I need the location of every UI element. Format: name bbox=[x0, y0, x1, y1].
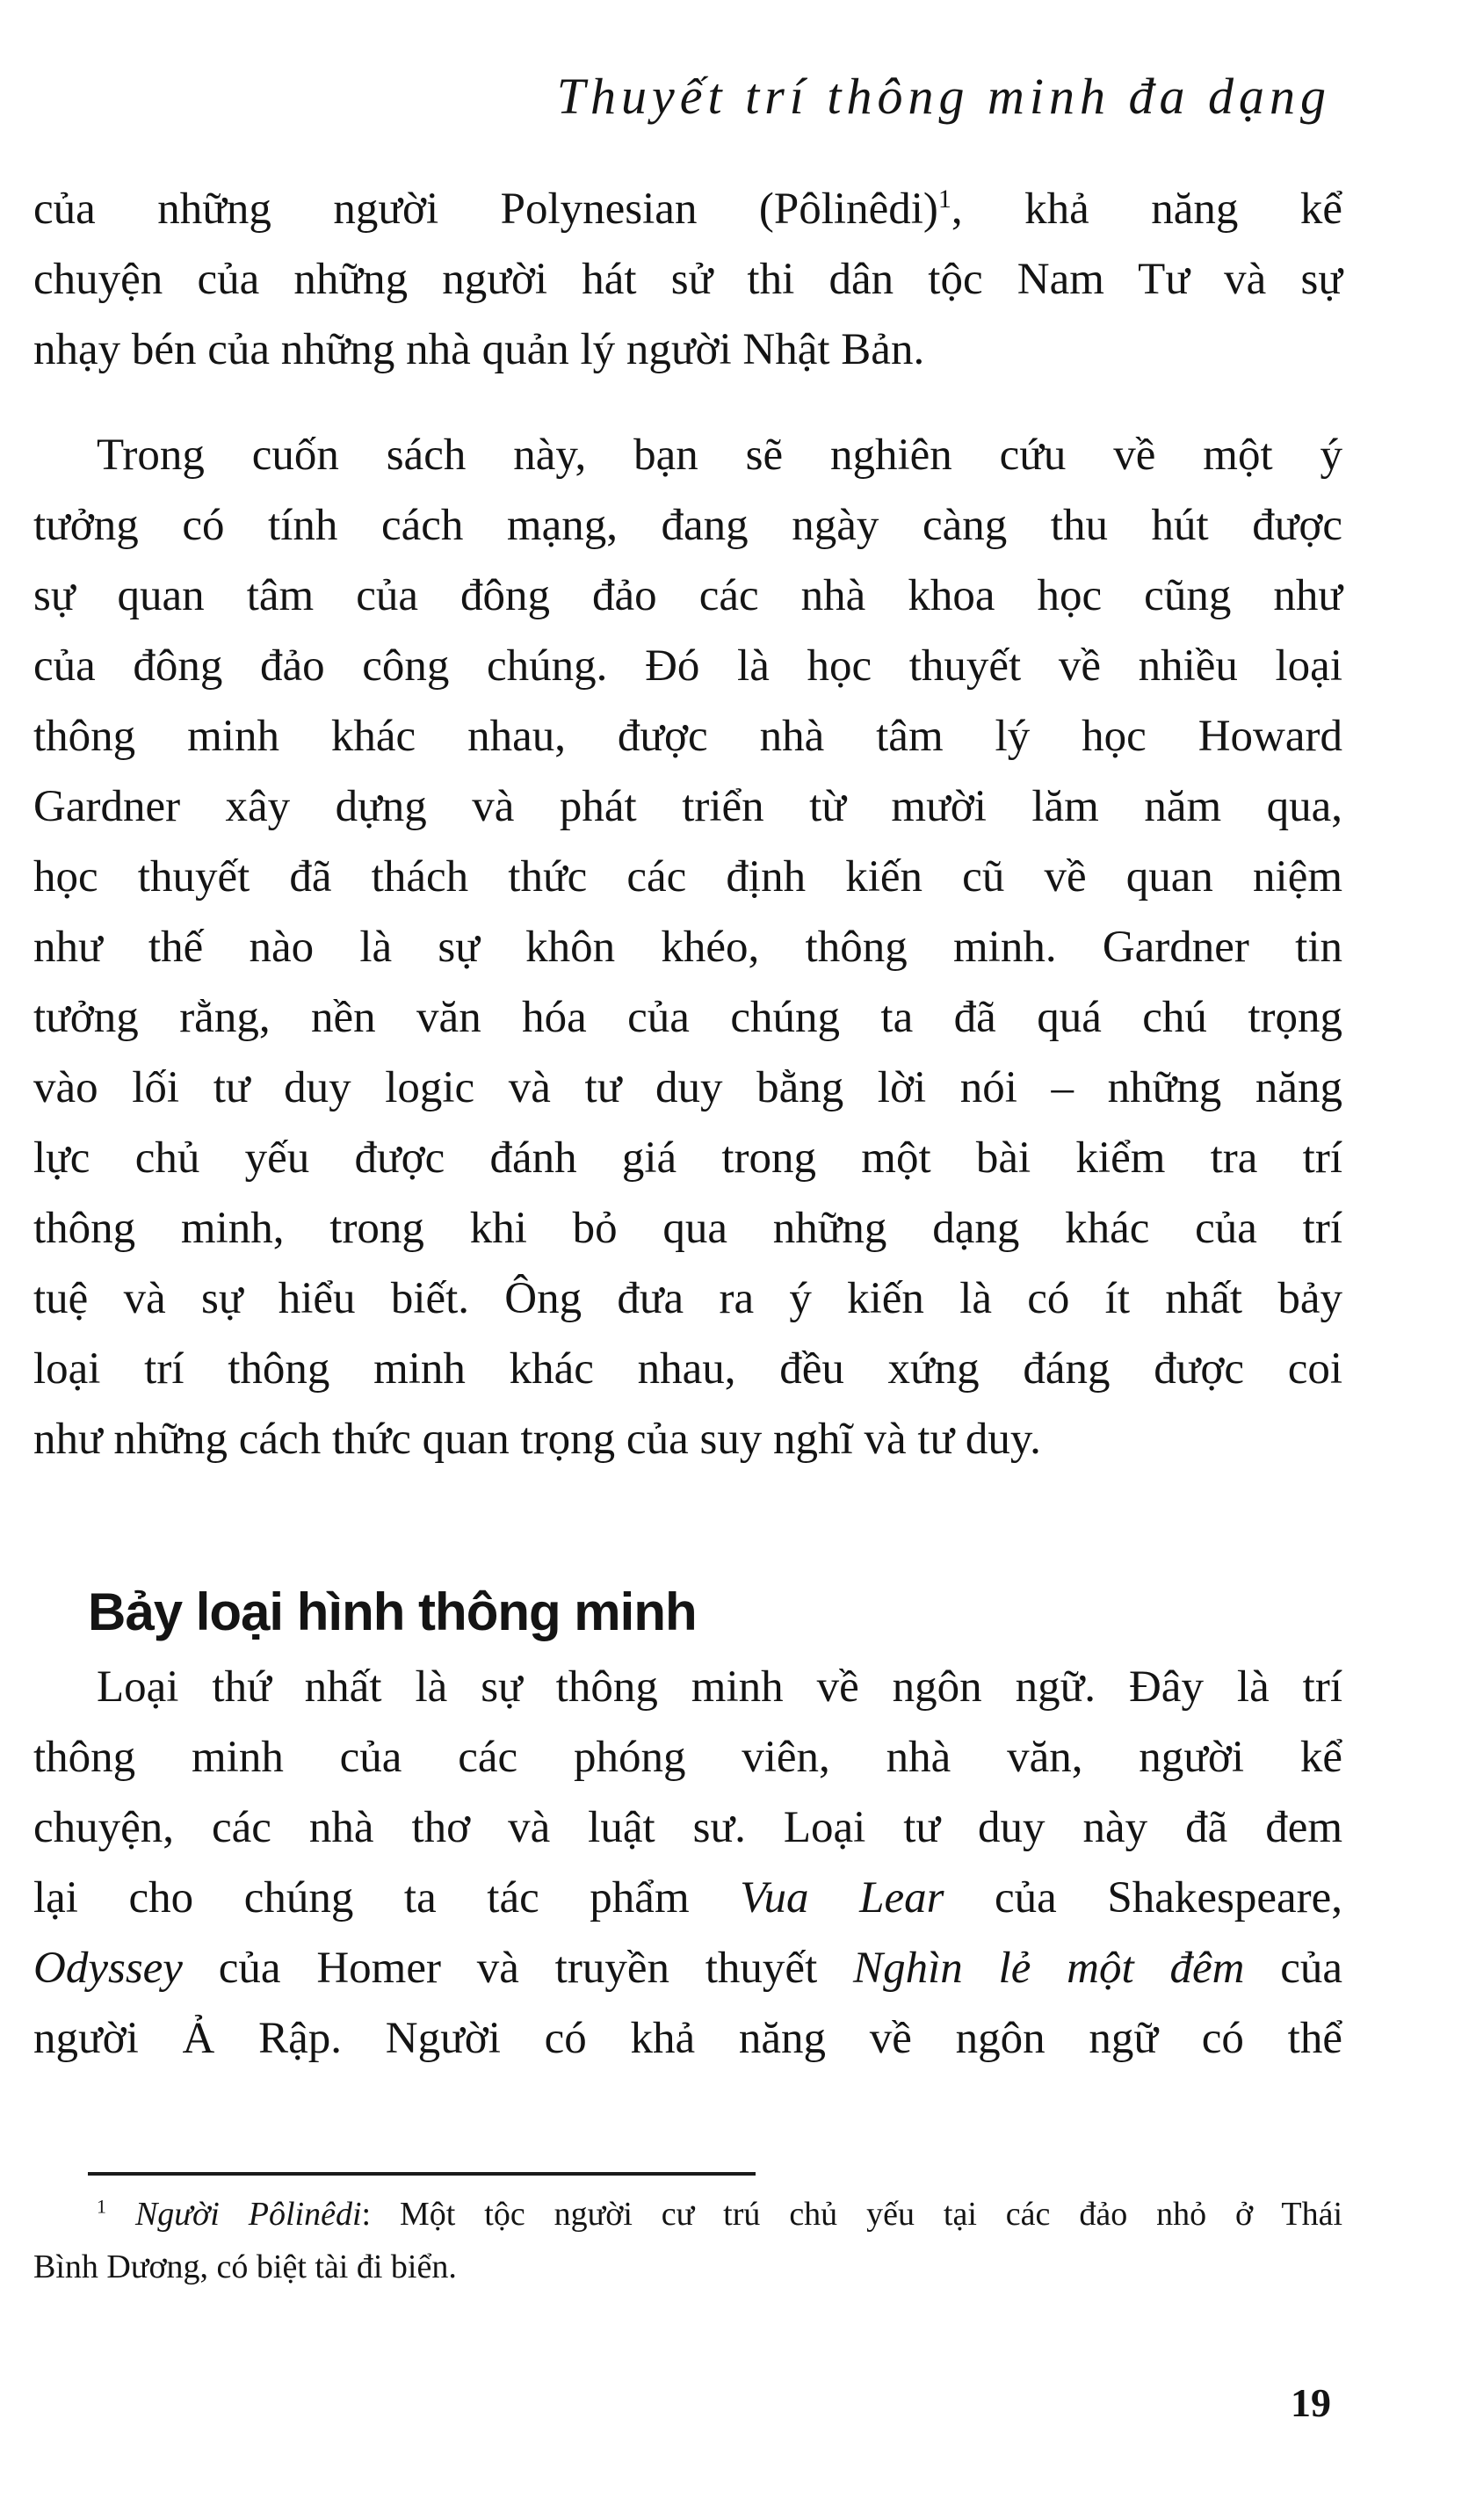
paragraph-line: của đông đảo công chúng. Đó là học thuyết về nhiều loại bbox=[33, 641, 1342, 691]
paragraph-line: học thuyết đã thách thức các định kiến cũ về quan niệm bbox=[33, 852, 1342, 902]
paragraph-line: tưởng rằng, nền văn hóa của chúng ta đã quá chú trọng bbox=[33, 993, 1342, 1042]
footnote bbox=[33, 2188, 1342, 2293]
footnote-line: Bình Dương, có biệt tài đi biển. bbox=[33, 2248, 457, 2285]
paragraph-line: như thế nào là sự khôn khéo, thông minh. Gardner tin bbox=[33, 923, 1342, 972]
paragraph-line: Trong cuốn sách này, bạn sẽ nghiên cứu về một ý bbox=[97, 431, 1342, 480]
paragraph-line: của những người Polynesian (Pôlinêdi)$^1$, khả năng kể bbox=[33, 185, 1342, 234]
paragraph-line: tuệ và sự hiểu biết. Ông đưa ra ý kiến là có ít nhất bảy bbox=[33, 1274, 1342, 1323]
paragraph-2 bbox=[33, 420, 1342, 1474]
footnote-line: $^1$ Người Pôlinêdi: Một tộc người cư trú chủ yếu tại các đảo nhỏ ở Thái bbox=[97, 2195, 1343, 2233]
paragraph-line: thông minh của các phóng viên, nhà văn, người kể bbox=[33, 1733, 1342, 1782]
paragraph-line: chuyện của những người hát sử thi dân tộc Nam Tư và sự bbox=[33, 255, 1342, 304]
footnote-ref: 1 bbox=[937, 185, 951, 214]
running-head: Thuyết trí thông minh đa dạng bbox=[556, 68, 1331, 125]
book-title: Odyssey bbox=[33, 1944, 183, 1993]
paragraph-line: Gardner xây dựng và phát triển từ mười lăm năm qua, bbox=[33, 782, 1342, 831]
page-number: 19 bbox=[1291, 2380, 1331, 2425]
book-title: Nghìn lẻ một đêm bbox=[853, 1944, 1245, 1993]
paragraph-3 bbox=[33, 1652, 1342, 2074]
paragraph-line: tưởng có tính cách mạng, đang ngày càng thu hút được bbox=[33, 501, 1342, 550]
paragraph-1 bbox=[33, 174, 1342, 385]
paragraph-line: Odyssey của Homer và truyền thuyết Nghìn lẻ một đêm của bbox=[33, 1944, 1342, 1993]
paragraph-line: vào lối tư duy logic và tư duy bằng lời nói – những năng bbox=[33, 1063, 1342, 1112]
section-heading: Bảy loại hình thông minh bbox=[88, 1582, 697, 1641]
paragraph-line: chuyện, các nhà thơ và luật sư. Loại tư duy này đã đem bbox=[33, 1803, 1342, 1852]
paragraph-line: người Ả Rập. Người có khả năng về ngôn ngữ có thể bbox=[33, 2014, 1342, 2063]
paragraph-line: loại trí thông minh khác nhau, đều xứng đáng được coi bbox=[33, 1344, 1342, 1394]
paragraph-line: Loại thứ nhất là sự thông minh về ngôn ngữ. Đây là trí bbox=[97, 1662, 1342, 1712]
footnote-term: Người Pôlinêdi bbox=[134, 2196, 362, 2233]
paragraph-line: sự quan tâm của đông đảo các nhà khoa học cũng như bbox=[33, 571, 1342, 620]
footnote-marker: 1 bbox=[97, 2195, 106, 2218]
paragraph-line: thông minh khác nhau, được nhà tâm lý học Howard bbox=[33, 712, 1342, 761]
paragraph-line: thông minh, trong khi bỏ qua những dạng khác của trí bbox=[33, 1204, 1342, 1253]
paragraph-line: nhạy bén của những nhà quản lý người Nhật Bản. bbox=[33, 325, 925, 374]
paragraph-line: lại cho chúng ta tác phẩm Vua Lear của Shakespeare, bbox=[33, 1873, 1342, 1923]
book-title: Vua Lear bbox=[740, 1873, 944, 1923]
footnote-divider bbox=[88, 2172, 756, 2176]
paragraph-line: lực chủ yếu được đánh giá trong một bài kiểm tra trí bbox=[33, 1133, 1342, 1183]
paragraph-line: như những cách thức quan trọng của suy nghĩ và tư duy. bbox=[33, 1415, 1041, 1464]
